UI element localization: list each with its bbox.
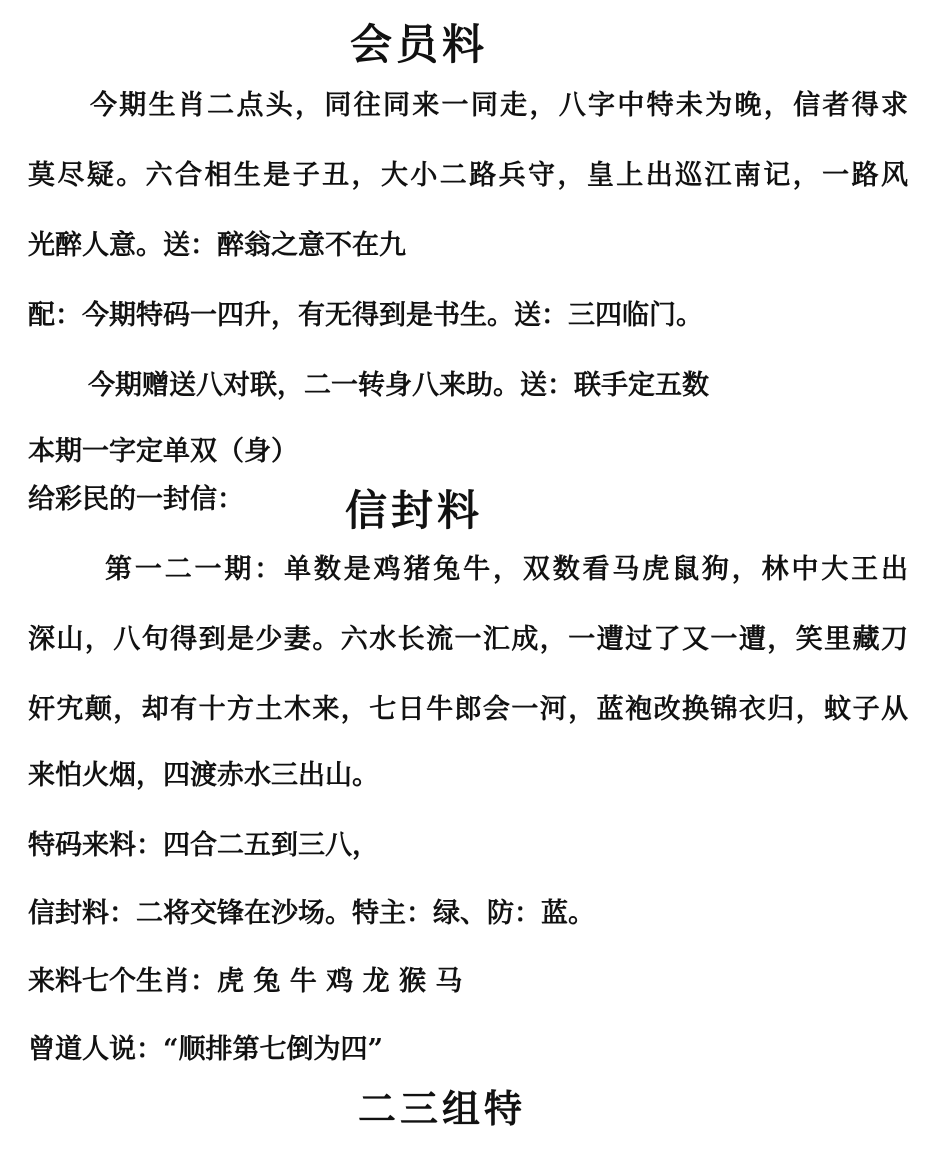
one-word-line: 本期一字定单双（身） — [28, 436, 298, 467]
pairing-line: 配：今期特码一四升，有无得到是书生。送：三四临门。 — [28, 300, 703, 331]
title-member-material: 会员料 — [350, 20, 489, 69]
envelope-line-3: 奸宄颠，却有十方土木来，七日牛郎会一河，蓝袍改换锦衣归，蚊子从 — [28, 694, 908, 725]
paragraph-line-3: 光醉人意。送：醉翁之意不在九 — [28, 230, 406, 261]
title-envelope-material: 信封料 — [345, 486, 484, 535]
zodiac-list-line: 来料七个生肖：虎 兔 牛 鸡 龙 猴 马 — [28, 966, 463, 997]
title-group-special: 二三组特 — [358, 1086, 527, 1131]
envelope-line-1: 第一二一期：单数是鸡猪兔牛，双数看马虎鼠狗，林中大王出 — [105, 554, 908, 585]
gift-couplet-line: 今期赠送八对联，二一转身八来助。送：联手定五数 — [88, 370, 709, 401]
paragraph-line-1: 今期生肖二点头，同往同来一同走，八字中特未为晚，信者得求 — [90, 90, 908, 121]
envelope-material-line: 信封料：二将交锋在沙场。特主：绿、防：蓝。 — [28, 898, 595, 929]
letter-label: 给彩民的一封信： — [28, 484, 244, 515]
envelope-line-4: 来怕火烟，四渡赤水三出山。 — [28, 760, 379, 791]
taoist-saying-line: 曾道人说：“顺排第七倒为四” — [28, 1034, 384, 1065]
special-code-line: 特码来料：四合二五到三八， — [28, 830, 379, 861]
paragraph-line-2: 莫尽疑。六合相生是子丑，大小二路兵守，皇上出巡江南记，一路风 — [28, 160, 908, 191]
envelope-line-2: 深山，八句得到是少妻。六水长流一汇成，一遭过了又一遭，笑里藏刀 — [28, 624, 908, 655]
